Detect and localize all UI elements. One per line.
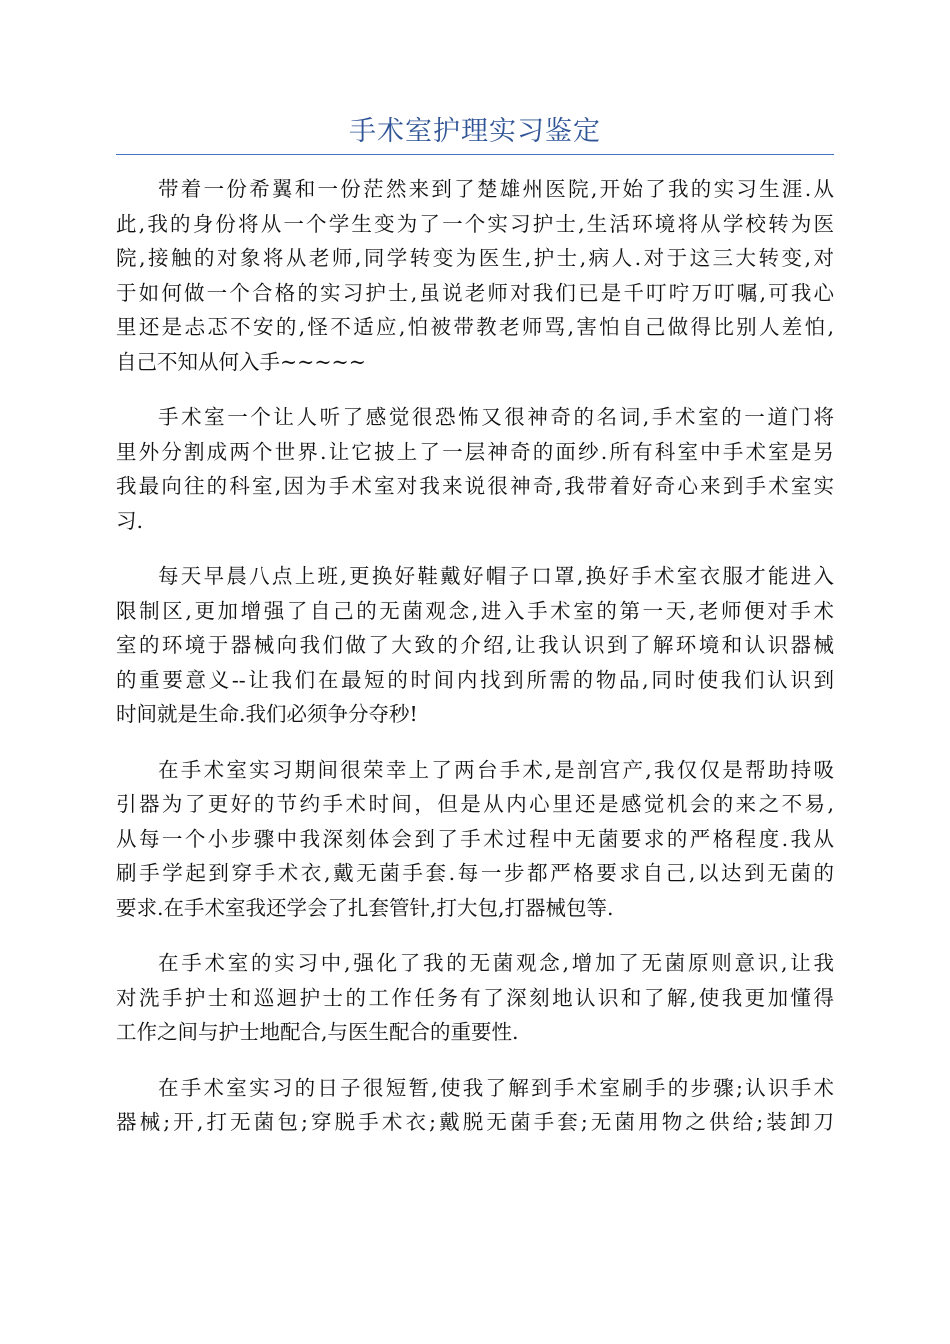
text-line: 院,接触的对象将从老师,同学转变为医生,护士,病人.对于这三大转变,对	[116, 246, 834, 270]
title-underline	[116, 154, 834, 155]
text-line: 自己不知从何入手~~~~~	[116, 349, 366, 374]
text-line: 室的环境于器械向我们做了大致的介绍,让我认识到了解环境和认识器械	[116, 633, 834, 657]
paragraph-4	[116, 753, 834, 926]
text-line: 此,我的身份将从一个学生变为了一个实习护士,生活环境将从学校转为医	[116, 211, 834, 236]
paragraph-6	[116, 1071, 834, 1140]
text-line: 从每一个小步骤中我深刻体会到了手术过程中无菌要求的严格程度.我从	[116, 826, 834, 851]
text-line: 我最向往的科室,因为手术室对我来说很神奇,我带着好奇心来到手术室实	[116, 474, 834, 498]
text-line: 里还是忐忑不安的,怪不适应,怕被带教老师骂,害怕自己做得比别人差怕,	[116, 315, 834, 339]
text-line: 手术室一个让人听了感觉很恐怖又很神奇的名词,手术室的一道门将	[158, 405, 834, 429]
text-line: 器械;开,打无菌包;穿脱手术衣;戴脱无菌手套;无菌用物之供给;装卸刀	[116, 1110, 834, 1134]
paragraph-5	[116, 946, 834, 1050]
text-line: 要求.在手术室我还学会了扎套管针,打大包,打器械包等.	[116, 895, 614, 920]
text-line: 里外分割成两个世界.让它披上了一层神奇的面纱.所有科室中手术室是另	[116, 439, 834, 464]
paragraph-1	[116, 172, 834, 379]
paragraph-2	[116, 400, 834, 538]
text-line: 在手术室的实习中,强化了我的无菌观念,增加了无菌原则意识,让我	[158, 951, 834, 975]
text-line: 工作之间与护士地配合,与医生配合的重要性.	[116, 1020, 519, 1044]
page-title: 手术室护理实习鉴定	[349, 116, 601, 147]
text-line: 在手术室实习期间很荣幸上了两台手术,是剖宫产,我仅仅是帮助持吸	[158, 757, 834, 782]
text-line: 对洗手护士和巡迴护士的工作任务有了深刻地认识和了解,使我更加懂得	[116, 985, 834, 1010]
text-line: 习.	[116, 508, 144, 533]
text-line: 限制区,更加增强了自己的无菌观念,进入手术室的第一天,老师便对手术	[116, 598, 834, 623]
text-line: 的重要意义--让我们在最短的时间内找到所需的物品,同时使我们认识到	[116, 667, 834, 692]
document-body	[116, 172, 834, 1161]
text-line: 刷手学起到穿手术衣,戴无菌手套.每一步都严格要求自己,以达到无菌的	[116, 861, 834, 885]
text-line: 引器为了更好的节约手术时间，但是从内心里还是感觉机会的来之不易,	[116, 792, 834, 816]
text-line: 于如何做一个合格的实习护士,虽说老师对我们已是千叮咛万叮嘱,可我心	[116, 280, 834, 305]
text-line: 每天早晨八点上班,更换好鞋戴好帽子口罩,换好手术室衣服才能进入	[158, 564, 834, 588]
text-line: 带着一份希翼和一份茫然来到了楚雄州医院,开始了我的实习生涯.从	[158, 177, 834, 201]
paragraph-3	[116, 559, 834, 732]
text-line: 时间就是生命.我们必须争分夺秒!	[116, 702, 418, 726]
text-line: 在手术室实习的日子很短暂,使我了解到手术室刷手的步骤;认识手术	[158, 1075, 834, 1100]
